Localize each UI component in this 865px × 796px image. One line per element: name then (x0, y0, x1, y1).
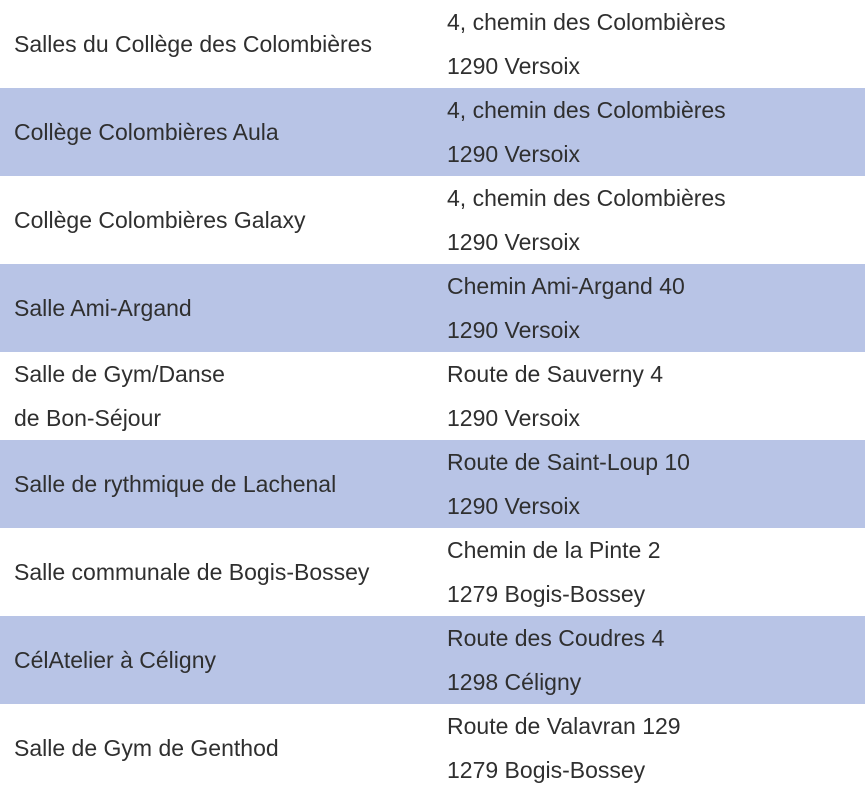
venue-address (433, 704, 865, 792)
table-row (0, 0, 865, 88)
venue-name-line: Salles du Collège des Colombières (14, 31, 372, 57)
venue-name (0, 616, 433, 704)
address-street: Route de Sauverny 4 (447, 361, 664, 387)
venue-name-line: Salle de rythmique de Lachenal (14, 471, 337, 497)
address-city: 1290 Versoix (447, 317, 580, 343)
venue-name-line: de Bon-Séjour (14, 405, 162, 431)
address-city: 1290 Versoix (447, 229, 580, 255)
venue-name-line: Collège Colombières Aula (14, 119, 279, 145)
venue-name (0, 440, 433, 528)
venue-name (0, 704, 433, 792)
table-row (0, 88, 865, 176)
venue-name-line: Salle Ami-Argand (14, 295, 192, 321)
venue-address (433, 352, 865, 440)
venue-address (433, 176, 865, 264)
venue-name-line: Collège Colombières Galaxy (14, 207, 306, 233)
address-city: 1290 Versoix (447, 53, 580, 79)
table-row (0, 704, 865, 792)
table-row (0, 440, 865, 528)
address-city: 1290 Versoix (447, 405, 580, 431)
address-city: 1290 Versoix (447, 141, 580, 167)
table-row (0, 528, 865, 616)
venue-name-line: Salle communale de Bogis-Bossey (14, 559, 370, 585)
address-street: Route de Valavran 129 (447, 713, 681, 739)
table-row (0, 616, 865, 704)
venue-name-line: Salle de Gym/Danse (14, 361, 225, 387)
address-city: 1279 Bogis-Bossey (447, 757, 646, 783)
venue-name (0, 88, 433, 176)
address-street: Route des Coudres 4 (447, 625, 665, 651)
address-street: 4, chemin des Colombières (447, 9, 726, 35)
table-row (0, 176, 865, 264)
venue-name (0, 264, 433, 352)
address-city: 1298 Céligny (447, 669, 582, 695)
venue-name-line: CélAtelier à Céligny (14, 647, 216, 673)
venue-address (433, 616, 865, 704)
address-street: 4, chemin des Colombières (447, 185, 726, 211)
venue-address (433, 440, 865, 528)
venue-address (433, 264, 865, 352)
address-street: Route de Saint-Loup 10 (447, 449, 690, 475)
venue-name (0, 352, 433, 440)
address-street: Chemin de la Pinte 2 (447, 537, 661, 563)
venue-address (433, 528, 865, 616)
address-city: 1290 Versoix (447, 493, 580, 519)
address-street: 4, chemin des Colombières (447, 97, 726, 123)
venue-name (0, 0, 433, 88)
table-row (0, 264, 865, 352)
address-city: 1279 Bogis-Bossey (447, 581, 646, 607)
venue-name (0, 176, 433, 264)
venue-address (433, 0, 865, 88)
venue-name (0, 528, 433, 616)
table-row (0, 352, 865, 440)
venue-address (433, 88, 865, 176)
address-street: Chemin Ami-Argand 40 (447, 273, 685, 299)
venue-name-line: Salle de Gym de Genthod (14, 735, 279, 761)
